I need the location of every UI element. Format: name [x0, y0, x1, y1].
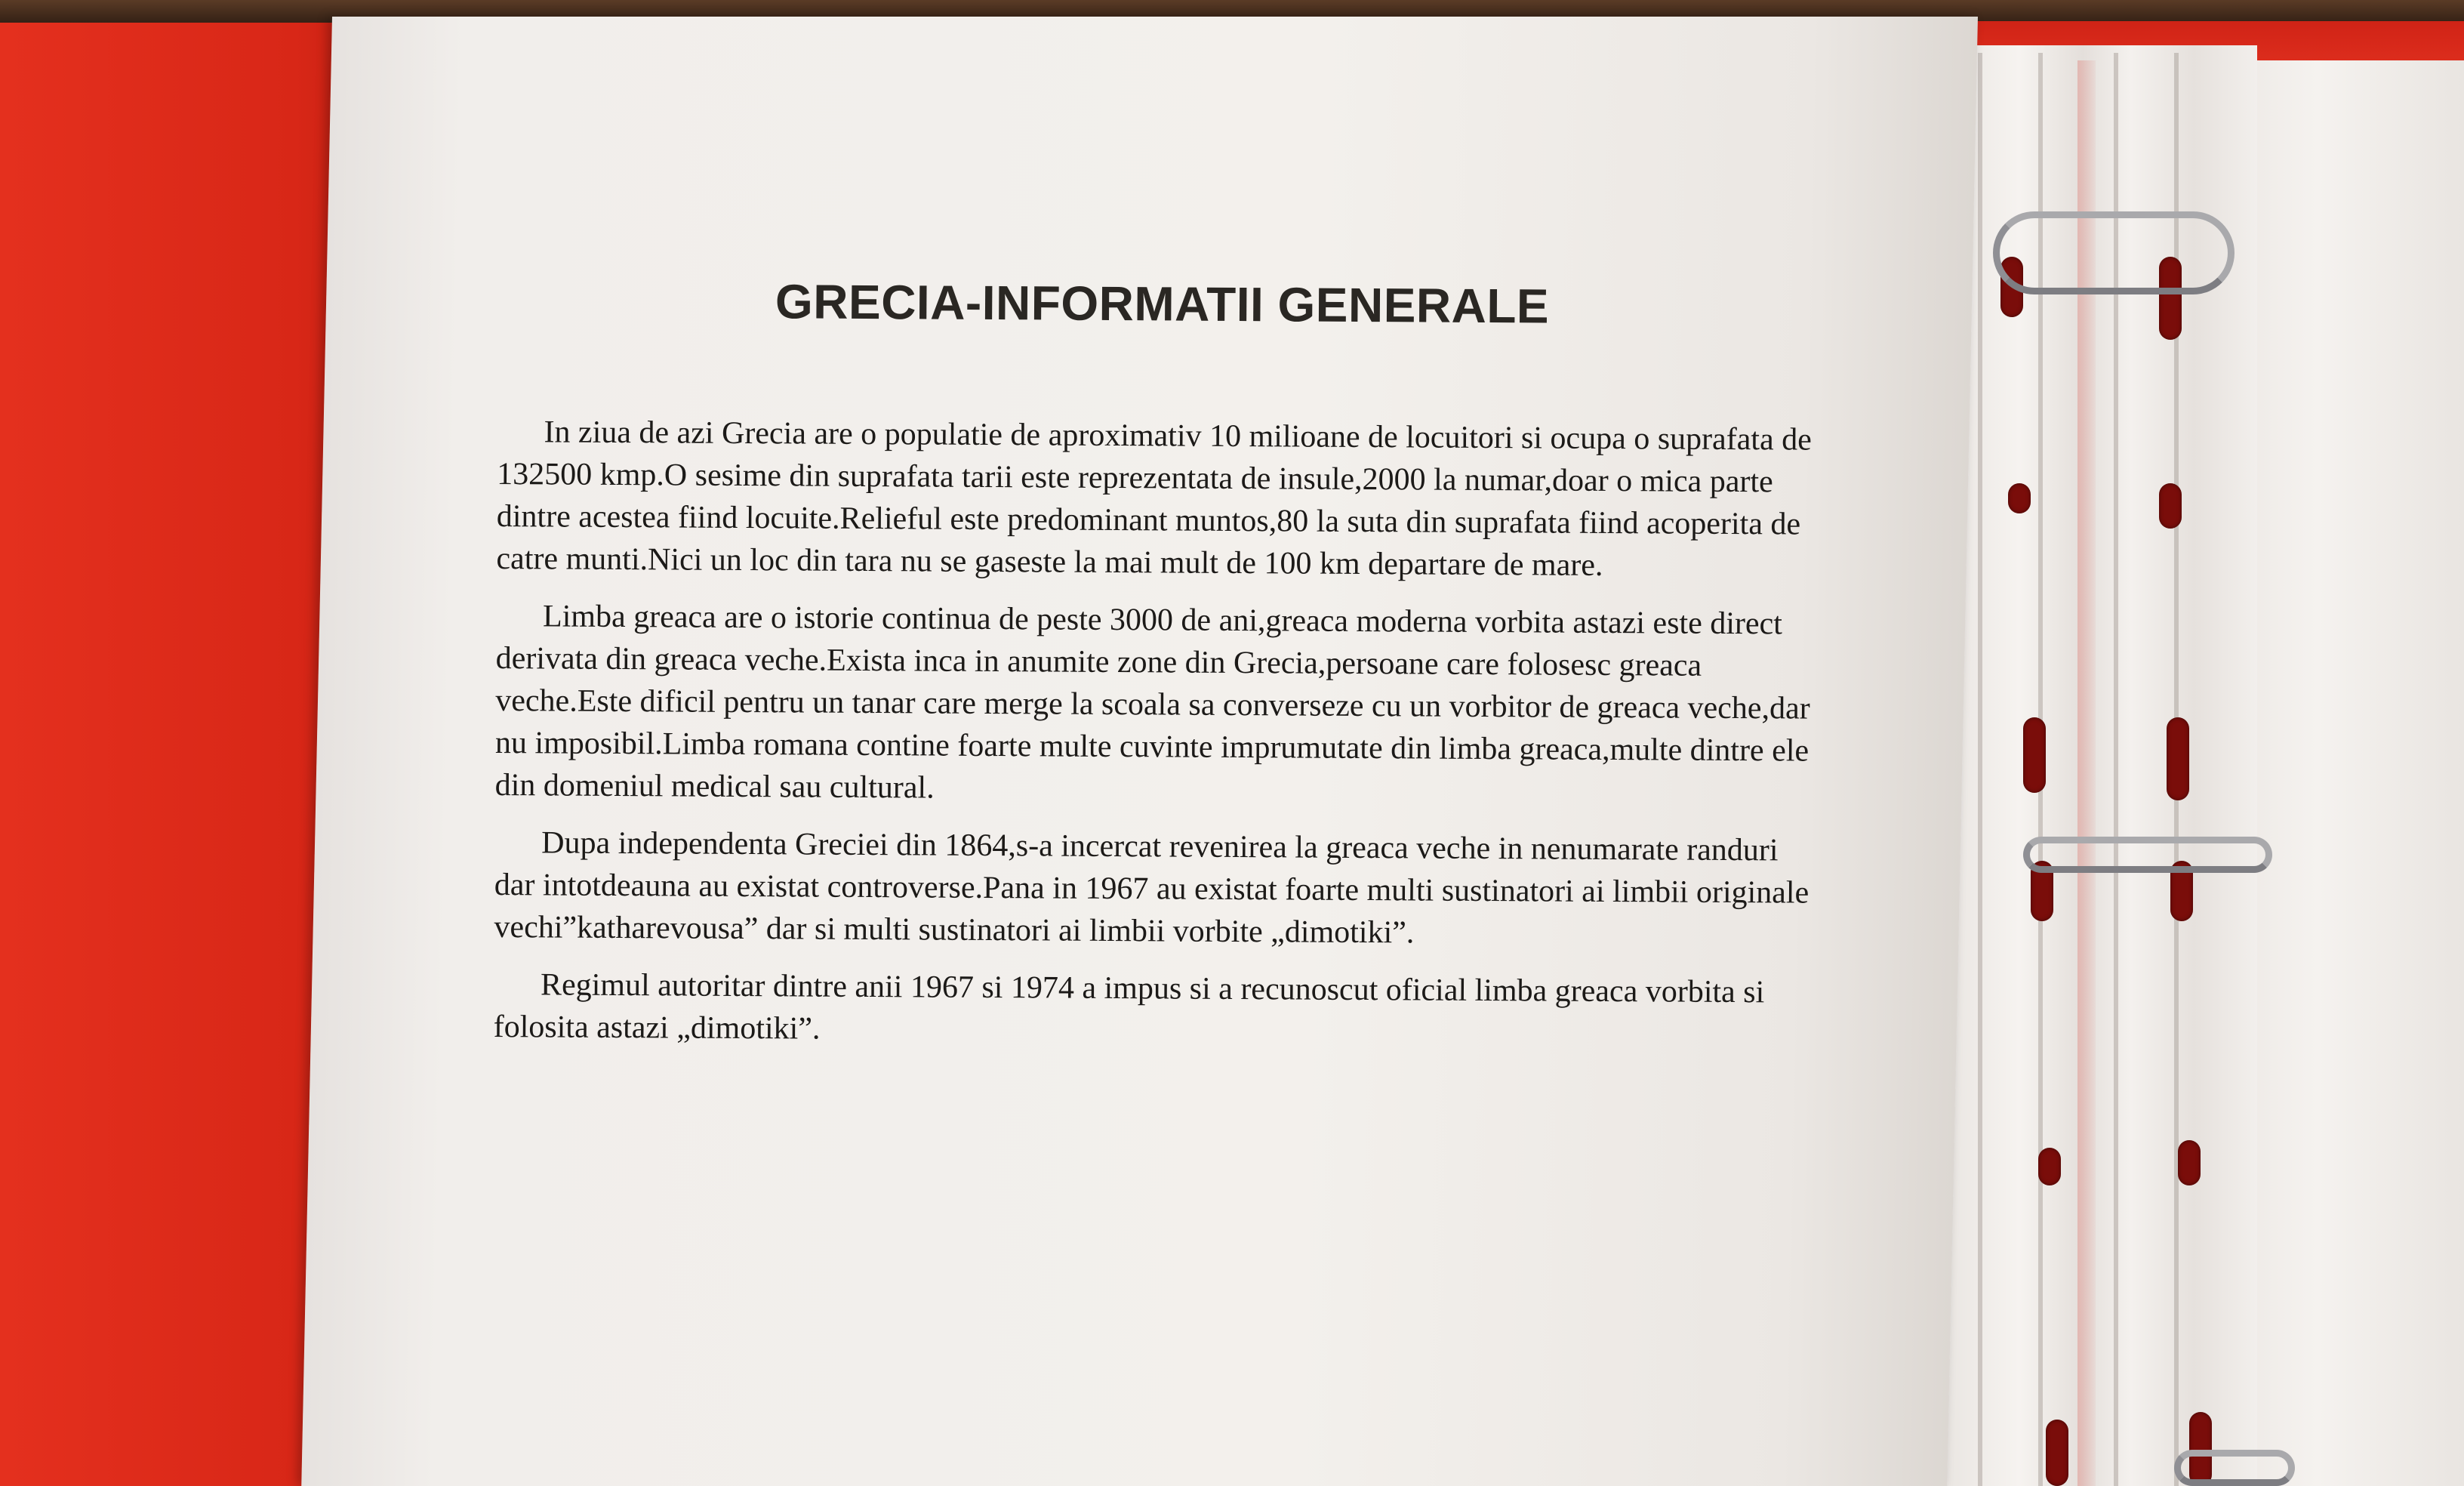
- binder-ring: [2174, 1450, 2295, 1486]
- binder-ring: [2023, 837, 2272, 873]
- page-title: GRECIA-INFORMATII GENERALE: [775, 274, 1550, 334]
- paragraph-3: Dupa independenta Greciei din 1864,s-a incercat revenirea la greaca veche in nenumarate randuri dar intotdeauna au existat controverse.Pana in 1967 au existat foarte multi sustinatori ai limbii originale vechi”katharevousa” dar si multi sustinatori ai limbii vorbite „dimotiki”.: [494, 825, 1810, 951]
- punch-hole: [2167, 717, 2189, 800]
- punch-hole: [2038, 1148, 2061, 1185]
- punch-hole: [2159, 483, 2182, 529]
- punch-hole: [2023, 717, 2046, 793]
- punch-hole: [2178, 1140, 2201, 1185]
- binder-ring: [1993, 211, 2235, 294]
- punch-hole: [2046, 1420, 2068, 1486]
- paragraph-4: Regimul autoritar dintre anii 1967 si 1974 a impus si a recunoscut oficial limba greaca vorbita si folosita astazi „dimotiki”.: [493, 967, 1765, 1047]
- paragraph-2: Limba greaca are o istorie continua de peste 3000 de ani,greaca moderna vorbita astazi este direct derivata din greaca veche.Exista inca in anumite zone din Grecia,persoane care folosesc greaca veche.Este dificil pentru un tanar care merge la scoala sa converseze cu un vorbitor de greaca veche,dar nu imposibil.Limba romana contine foarte multe cuvinte imprumutate din limba greaca,multe dintre ele din domeniul medical sau cultural.: [494, 599, 1810, 806]
- document-text: [493, 249, 1827, 1071]
- paragraph-1: In ziua de azi Grecia are o populatie de aproximativ 10 milioane de locuitori si ocupa o suprafata de 132500 kmp.O sesime din suprafata tarii este reprezentata de insule,2000 la numar,doar o mica parte dintre acestea fiind locuite.Relieful este predominant muntos,80 la suta din suprafata fiind acoperita de catre munti.Nici un loc din tara nu se gaseste la mai mult de 100 km departare de mare.: [496, 415, 1812, 583]
- sleeve-edge-line: [1978, 53, 1982, 1486]
- punch-hole: [2008, 483, 2031, 513]
